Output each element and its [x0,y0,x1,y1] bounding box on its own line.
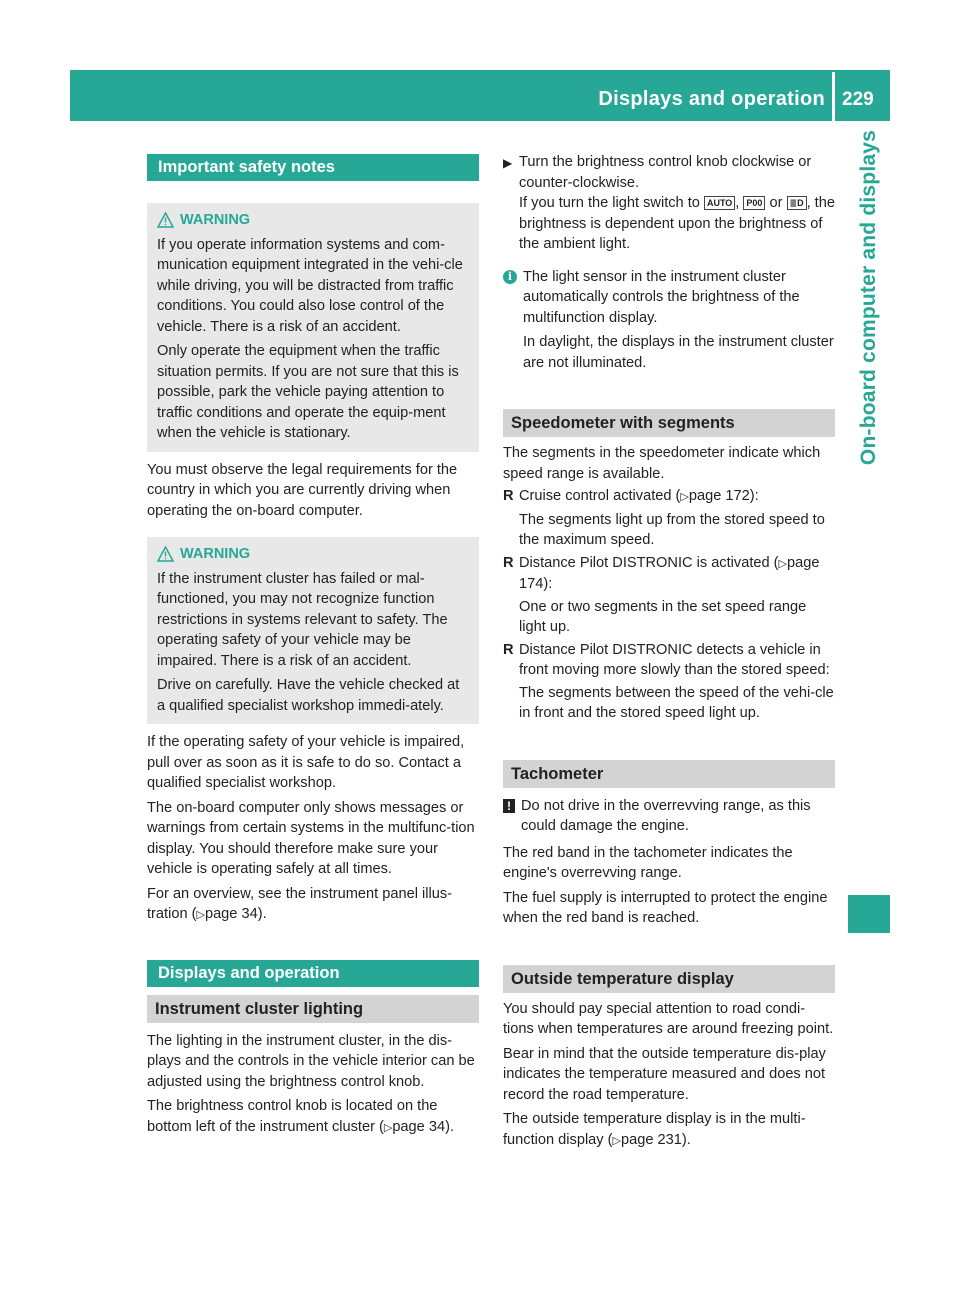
step-arrow-icon: ▶ [503,156,513,170]
page-number: 229 [842,89,874,110]
warning-label: WARNING [180,212,251,228]
subsection-heading-tachometer: Tachometer [503,760,835,788]
bullet-icon: R [503,641,514,658]
page-reference-link[interactable]: page 174 [519,554,820,592]
warning-text: If you operate information systems and com-munication equipment integrated in the vehi-cle while driving, you will be distracted from traffic conditions. You could also lose control of the vehicle. There is a risk of an accident. [157,236,463,335]
subsection-heading-outside-temperature: Outside temperature display [503,965,835,993]
warning-box-2 [147,537,479,724]
list-item: R Cruise control activated (▷page 172): The segments light up from the stored speed to the maximum speed. [503,486,835,551]
auto-light-icon: AUTO [704,196,735,210]
bullet-icon: R [503,488,514,504]
warning-triangle-icon [157,212,174,228]
bullet-icon: R [503,554,514,571]
body-paragraph: The lighting in the instrument cluster, in the dis-plays and the controls in the vehicle interior can be adjusted using the brightness control knob. [147,1032,475,1090]
right-column [503,152,835,1151]
body-paragraph: The segments in the speedometer indicate which speed range is available. [503,445,821,482]
body-paragraph: The red band in the tachometer indicates the engine's overrevving range. [503,844,793,881]
warning-text: Only operate the equipment when the traffic situation permits. If you are not sure that this is possible, park the vehicle paying attention to traffic conditions and operate the equip-ment when the vehicle is stationary. [157,343,459,441]
instruction-step: ▶ Turn the brightness control knob clockwise or counter-clockwise. If you turn the light switch to AUTO , P00 or ≣D , the brightness is dependent upon the brightness of the ambient light. [503,152,835,255]
page-reference-link[interactable]: page 34 [392,1118,446,1135]
page-ref-arrow-icon: ▷ [196,909,205,921]
warning-box-1 [147,203,479,452]
side-tab-label: On-board computer and displays [857,130,880,466]
body-paragraph: You must observe the legal requirements for the country in which you are currently driving when operating the on-board computer. [147,461,458,519]
exclamation-icon: ! [503,799,515,813]
side-tab[interactable] [848,130,890,885]
page-ref-arrow-icon: ▷ [612,1134,621,1147]
info-icon: i [503,270,517,284]
body-paragraph: The outside temperature display is in the multi-function display (▷page 231). [503,1111,806,1148]
page-reference-link[interactable]: page 34 [204,906,258,922]
warning-triangle-icon [157,546,174,562]
section-heading-displays: Displays and operation [147,960,479,987]
body-paragraph: For an overview, see the instrument panel illus-tration (▷page 34). [147,885,452,922]
body-paragraph: If the operating safety of your vehicle is impaired, pull over as soon as it is safe to do so. Contact a qualified specialist workshop. [147,734,465,791]
caution-note: ! Do not drive in the overrevving range, as this could damage the engine. [503,796,835,837]
body-paragraph: The fuel supply is interrupted to protect the engine when the red band is reached. [503,889,828,926]
page-ref-arrow-icon: ▷ [680,491,689,503]
warning-header [157,210,471,231]
page-reference-link[interactable]: page 172 [688,488,750,504]
list-item: R Distance Pilot DISTRONIC is activated (▷page 174): One or two segments in the set speed range light up. [503,553,835,638]
warning-text: Drive on carefully. Have the vehicle checked at a qualified specialist workshop immedi-ately. [157,677,460,714]
subsection-heading-speedometer: Speedometer with segments [503,409,835,437]
info-note: i The light sensor in the instrument cluster automatically controls the brightness of the multifunction display. In daylight, the displays in the instrument cluster are not illuminated. [503,267,835,374]
page-ref-arrow-icon: ▷ [778,557,787,570]
subsection-heading-lighting: Instrument cluster lighting [147,995,479,1023]
body-paragraph: You should pay special attention to road condi-tions when temperatures are around freezing point. [503,1000,834,1037]
parking-light-icon: P00 [743,196,765,210]
warning-text: If the instrument cluster has failed or mal-functioned, you may not recognize function restrictions in systems relevant to safety. The operating safety of your vehicle may be impaired. There is a risk of an accident. [157,570,448,669]
page-ref-arrow-icon: ▷ [383,1121,393,1134]
header-separator [832,72,835,121]
warning-label: WARNING [180,546,251,562]
body-paragraph: The on-board computer only shows messages or warnings from certain systems in the multifunc-tion display. You should therefore make sure your vehicle is operating safely at all times. [147,799,475,877]
body-paragraph: Bear in mind that the outside temperature dis-play indicates the temperature measured and does not record the road temperature. [503,1045,826,1103]
header-title: Displays and operation [598,88,825,110]
body-paragraph: The brightness control knob is located on the bottom left of the instrument cluster (▷page 34). [147,1098,454,1135]
low-beam-icon: ≣D [787,196,807,210]
warning-header [157,544,471,565]
page-reference-link[interactable]: page 231 [620,1131,682,1148]
list-item: R Distance Pilot DISTRONIC detects a vehicle in front moving more slowly than the stored speed: The segments between the speed of the vehi-cle in front and the stored speed light up. [503,640,835,724]
side-tab-marker [848,895,890,933]
left-column [147,154,479,1142]
section-heading-safety: Important safety notes [147,154,479,181]
